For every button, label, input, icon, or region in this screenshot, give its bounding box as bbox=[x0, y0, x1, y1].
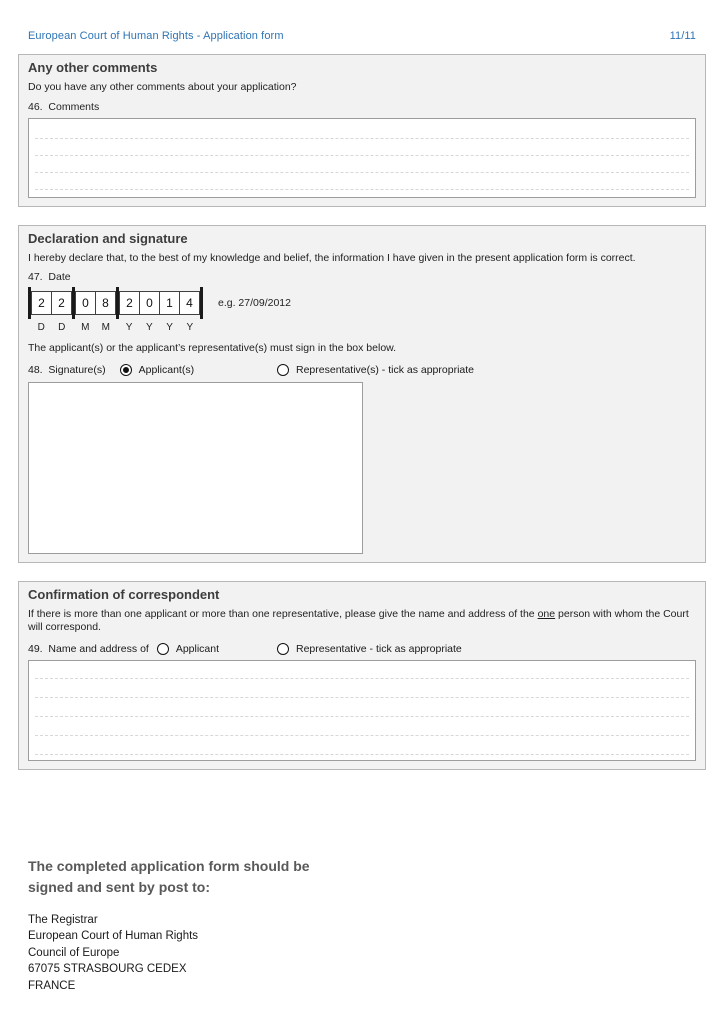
date-letter: M bbox=[81, 322, 90, 333]
address-line: European Court of Human Rights bbox=[28, 930, 199, 942]
date-year-letters bbox=[119, 322, 200, 333]
field-46-label: 46. Comments bbox=[28, 100, 100, 113]
section-declaration-signature bbox=[18, 225, 706, 563]
date-digit-cell[interactable]: 0 bbox=[139, 291, 160, 315]
section-any-other-comments bbox=[18, 54, 706, 207]
date-letter: D bbox=[37, 322, 45, 333]
date-group-bar bbox=[200, 287, 203, 319]
section-heading: Confirmation of correspondent bbox=[28, 586, 220, 602]
date-year-group bbox=[119, 291, 200, 315]
field-48-label: 48. Signature(s) bbox=[28, 364, 106, 376]
date-day-group bbox=[31, 291, 72, 315]
date-digit-cell[interactable]: 1 bbox=[159, 291, 180, 315]
signature-radio-row bbox=[28, 363, 696, 378]
radio-representative-label: Representative(s) - tick as appropriate bbox=[296, 364, 474, 376]
date-digit-row bbox=[28, 287, 203, 319]
address-line: Council of Europe bbox=[28, 946, 120, 959]
sign-instruction: The applicant(s) or the applicant’s representative(s) must sign in the box below. bbox=[28, 342, 397, 354]
correspondent-address-input-area[interactable] bbox=[28, 660, 696, 761]
date-month-group bbox=[75, 291, 116, 315]
page-header bbox=[28, 30, 696, 42]
radio-applicant-label: Applicant(s) bbox=[138, 364, 195, 376]
declaration-statement: I hereby declare that, to the best of my knowledge and belief, the information I have given in the present application form is correct. bbox=[28, 251, 636, 264]
date-example-text: e.g. 27/09/2012 bbox=[218, 297, 291, 309]
date-letter: Y bbox=[166, 322, 173, 333]
ruled-line bbox=[35, 139, 689, 156]
instruction-part2: person with whom the Court will correspond. bbox=[28, 607, 689, 633]
ruled-line bbox=[35, 698, 689, 717]
radio-representative[interactable] bbox=[277, 364, 289, 376]
comments-question: Do you have any other comments about your application? bbox=[28, 81, 297, 93]
date-digit-cell[interactable]: 0 bbox=[75, 291, 96, 315]
representative-choice bbox=[277, 363, 474, 378]
comments-input-area[interactable] bbox=[28, 118, 696, 198]
date-digit-cell[interactable]: 2 bbox=[31, 291, 52, 315]
date-field bbox=[28, 287, 696, 333]
date-digit-cell[interactable]: 2 bbox=[119, 291, 140, 315]
ruled-line bbox=[35, 679, 689, 698]
correspondent-radio-row bbox=[28, 642, 696, 657]
date-letter-row bbox=[28, 322, 203, 333]
postal-heading-line2: signed and sent by post to: bbox=[28, 878, 211, 895]
section-heading: Declaration and signature bbox=[28, 230, 188, 246]
date-letter: M bbox=[101, 322, 110, 333]
radio-applicant-label: Applicant bbox=[175, 643, 220, 655]
postal-address bbox=[28, 912, 696, 995]
address-line: The Registrar bbox=[28, 913, 98, 926]
radio-applicant[interactable] bbox=[120, 364, 132, 376]
date-letter: Y bbox=[186, 322, 194, 333]
form-title: European Court of Human Rights - Application form bbox=[28, 30, 284, 42]
postal-heading bbox=[28, 856, 696, 898]
ruled-line bbox=[35, 119, 689, 139]
date-letter: Y bbox=[125, 322, 133, 333]
date-digit-cell[interactable]: 4 bbox=[179, 291, 200, 315]
instruction-one-underlined: one bbox=[537, 607, 556, 620]
field-49-label: 49. Name and address of bbox=[28, 643, 149, 655]
section-confirmation-correspondent bbox=[18, 581, 706, 770]
ruled-line bbox=[35, 661, 689, 679]
date-boxes bbox=[28, 287, 203, 333]
page-number: 11/11 bbox=[669, 30, 696, 42]
correspondent-instruction bbox=[28, 608, 696, 635]
representative-choice bbox=[277, 642, 462, 657]
section-heading: Any other comments bbox=[28, 60, 158, 75]
radio-representative[interactable] bbox=[277, 643, 289, 655]
postal-heading-line1: The completed application form should be bbox=[28, 857, 310, 874]
address-line: 67075 STRASBOURG CEDEX bbox=[28, 963, 187, 975]
radio-applicant[interactable] bbox=[157, 643, 169, 655]
date-digit-cell[interactable]: 2 bbox=[51, 291, 72, 315]
date-digit-cell[interactable]: 8 bbox=[95, 291, 116, 315]
ruled-line bbox=[35, 173, 689, 190]
date-letter: Y bbox=[146, 322, 153, 333]
signature-input-box[interactable] bbox=[28, 382, 363, 554]
postal-instructions bbox=[28, 856, 696, 995]
ruled-line bbox=[35, 717, 689, 736]
field-47-label: 47. Date bbox=[28, 271, 71, 283]
address-line: FRANCE bbox=[28, 979, 76, 992]
date-day-letters bbox=[31, 322, 72, 333]
ruled-line bbox=[35, 156, 689, 173]
date-letter: D bbox=[58, 322, 66, 333]
date-month-letters bbox=[75, 322, 116, 333]
instruction-part1: If there is more than one applicant or more than one representative, please give the name and address of the bbox=[28, 607, 538, 620]
ruled-line bbox=[35, 736, 689, 755]
radio-representative-label: Representative - tick as appropriate bbox=[296, 643, 462, 655]
